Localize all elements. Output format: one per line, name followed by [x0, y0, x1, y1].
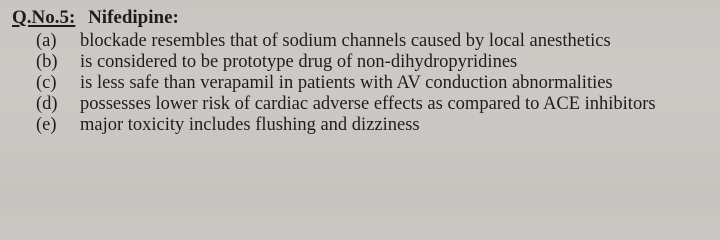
option-letter: (c) — [36, 73, 57, 93]
option-d — [36, 94, 656, 115]
option-letter: (b) — [36, 52, 58, 72]
question-number: Q.No.5: — [12, 7, 76, 28]
option-c — [36, 73, 656, 94]
option-letter: (d) — [36, 94, 58, 114]
option-letter: (e) — [36, 115, 57, 135]
option-text: is less safe than verapamil in patients with AV conduction abnormalities — [80, 73, 613, 93]
option-a — [36, 31, 656, 52]
option-b — [36, 52, 656, 73]
option-letter: (a) — [36, 31, 57, 51]
option-text: major toxicity includes flushing and dizziness — [80, 115, 420, 135]
option-text: is considered to be prototype drug of non-dihydropyridines — [80, 52, 518, 72]
question-header — [12, 6, 179, 30]
question-subject: Nifedipine: — [88, 7, 179, 28]
option-text: blockade resembles that of sodium channels caused by local anesthetics — [80, 31, 611, 51]
option-text: possesses lower risk of cardiac adverse effects as compared to ACE inhibitors — [80, 94, 656, 114]
option-list — [36, 31, 656, 136]
option-e — [36, 115, 656, 136]
